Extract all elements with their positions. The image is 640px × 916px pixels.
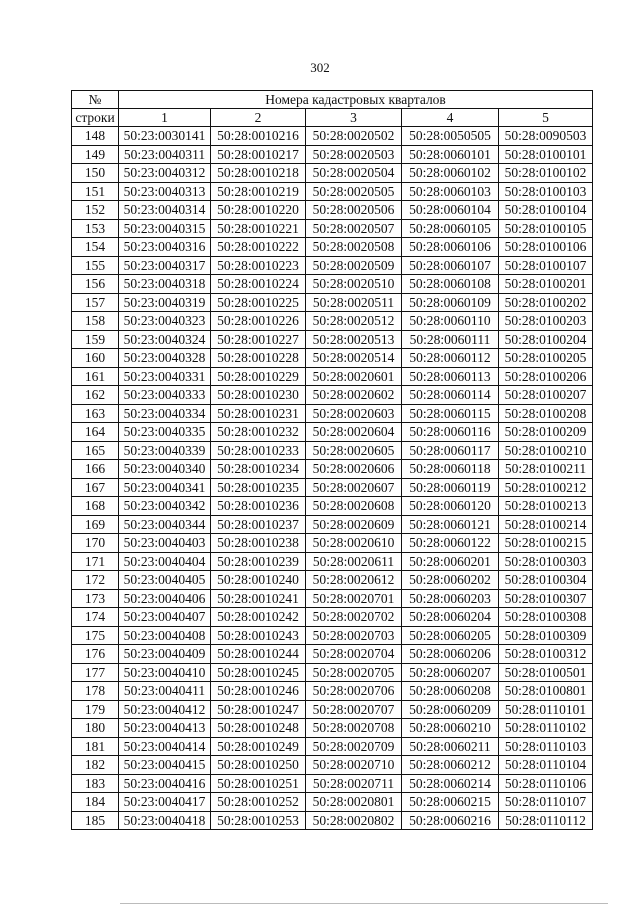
cadastral-number-cell: 50:28:0100801 xyxy=(499,682,593,701)
cadastral-number-cell: 50:28:0010221 xyxy=(211,219,306,238)
cadastral-number-cell: 50:23:0040411 xyxy=(119,682,211,701)
cadastral-number-cell: 50:28:0100211 xyxy=(499,460,593,479)
cadastral-number-cell: 50:28:0020605 xyxy=(306,441,402,460)
table-row xyxy=(72,608,593,627)
column-header-1: 1 xyxy=(119,109,211,127)
column-header-3: 3 xyxy=(306,109,402,127)
cadastral-number-cell: 50:28:0060108 xyxy=(402,275,499,294)
cadastral-number-cell: 50:23:0040410 xyxy=(119,663,211,682)
table-row xyxy=(72,256,593,275)
cadastral-number-cell: 50:28:0020610 xyxy=(306,534,402,553)
cadastral-number-cell: 50:28:0010218 xyxy=(211,164,306,183)
cadastral-number-cell: 50:28:0060104 xyxy=(402,201,499,220)
cadastral-number-cell: 50:28:0100107 xyxy=(499,256,593,275)
row-number: 161 xyxy=(72,367,119,386)
cadastral-number-cell: 50:23:0040409 xyxy=(119,645,211,664)
cadastral-number-cell: 50:23:0040416 xyxy=(119,774,211,793)
cadastral-number-cell: 50:28:0110112 xyxy=(499,811,593,830)
cadastral-number-cell: 50:28:0100308 xyxy=(499,608,593,627)
table-row xyxy=(72,293,593,312)
cadastral-number-cell: 50:28:0110102 xyxy=(499,719,593,738)
cadastral-number-cell: 50:28:0020701 xyxy=(306,589,402,608)
cadastral-number-cell: 50:23:0040414 xyxy=(119,737,211,756)
cadastral-number-cell: 50:23:0040335 xyxy=(119,423,211,442)
row-number-header: № xyxy=(72,91,119,109)
row-number: 150 xyxy=(72,164,119,183)
table-row xyxy=(72,127,593,146)
cadastral-number-cell: 50:28:0010227 xyxy=(211,330,306,349)
cadastral-number-cell: 50:28:0060109 xyxy=(402,293,499,312)
cadastral-number-cell: 50:28:0010244 xyxy=(211,645,306,664)
cadastral-number-cell: 50:28:0100101 xyxy=(499,145,593,164)
cadastral-number-cell: 50:28:0100102 xyxy=(499,164,593,183)
cadastral-number-cell: 50:28:0010231 xyxy=(211,404,306,423)
cadastral-number-cell: 50:23:0040334 xyxy=(119,404,211,423)
cadastral-number-cell: 50:28:0020706 xyxy=(306,682,402,701)
column-header-2: 2 xyxy=(211,109,306,127)
cadastral-number-cell: 50:28:0060215 xyxy=(402,793,499,812)
cadastral-number-cell: 50:28:0020709 xyxy=(306,737,402,756)
cadastral-number-cell: 50:28:0010246 xyxy=(211,682,306,701)
cadastral-number-cell: 50:28:0020513 xyxy=(306,330,402,349)
row-number: 165 xyxy=(72,441,119,460)
table-row xyxy=(72,811,593,830)
cadastral-number-cell: 50:28:0010216 xyxy=(211,127,306,146)
cadastral-number-cell: 50:28:0060202 xyxy=(402,571,499,590)
row-number: 166 xyxy=(72,460,119,479)
cadastral-number-cell: 50:28:0020608 xyxy=(306,497,402,516)
bottom-rule xyxy=(120,903,608,904)
row-number: 151 xyxy=(72,182,119,201)
column-header-4: 4 xyxy=(402,109,499,127)
table-row xyxy=(72,534,593,553)
cadastral-number-cell: 50:28:0060206 xyxy=(402,645,499,664)
cadastral-number-cell: 50:28:0060111 xyxy=(402,330,499,349)
table-row xyxy=(72,349,593,368)
cadastral-number-cell: 50:23:0040311 xyxy=(119,145,211,164)
cadastral-number-cell: 50:28:0010239 xyxy=(211,552,306,571)
cadastral-number-cell: 50:28:0020612 xyxy=(306,571,402,590)
cadastral-number-cell: 50:23:0040317 xyxy=(119,256,211,275)
table-row xyxy=(72,330,593,349)
cadastral-number-cell: 50:28:0020602 xyxy=(306,386,402,405)
cadastral-number-cell: 50:28:0110104 xyxy=(499,756,593,775)
cadastral-number-cell: 50:28:0010236 xyxy=(211,497,306,516)
cadastral-number-cell: 50:28:0020502 xyxy=(306,127,402,146)
cadastral-number-cell: 50:28:0010234 xyxy=(211,460,306,479)
cadastral-number-cell: 50:28:0060101 xyxy=(402,145,499,164)
cadastral-number-cell: 50:28:0060116 xyxy=(402,423,499,442)
cadastral-number-cell: 50:28:0100208 xyxy=(499,404,593,423)
cadastral-number-cell: 50:28:0060107 xyxy=(402,256,499,275)
row-label-header: строки xyxy=(72,109,119,127)
cadastral-number-cell: 50:28:0010241 xyxy=(211,589,306,608)
cadastral-number-cell: 50:28:0010245 xyxy=(211,663,306,682)
cadastral-number-cell: 50:28:0010250 xyxy=(211,756,306,775)
row-number: 159 xyxy=(72,330,119,349)
table-row xyxy=(72,478,593,497)
cadastral-number-cell: 50:28:0100210 xyxy=(499,441,593,460)
row-number: 170 xyxy=(72,534,119,553)
cadastral-number-cell: 50:28:0010232 xyxy=(211,423,306,442)
cadastral-number-cell: 50:28:0100204 xyxy=(499,330,593,349)
cadastral-number-cell: 50:28:0060102 xyxy=(402,164,499,183)
cadastral-number-cell: 50:23:0040319 xyxy=(119,293,211,312)
row-number: 157 xyxy=(72,293,119,312)
cadastral-number-cell: 50:28:0100214 xyxy=(499,515,593,534)
cadastral-number-cell: 50:28:0010229 xyxy=(211,367,306,386)
cadastral-number-cell: 50:28:0060203 xyxy=(402,589,499,608)
cadastral-number-cell: 50:23:0040323 xyxy=(119,312,211,331)
row-number: 148 xyxy=(72,127,119,146)
table-row xyxy=(72,275,593,294)
page-number: 302 xyxy=(310,60,330,75)
cadastral-number-cell: 50:28:0050505 xyxy=(402,127,499,146)
cadastral-number-cell: 50:28:0060211 xyxy=(402,737,499,756)
cadastral-number-cell: 50:28:0060112 xyxy=(402,349,499,368)
cadastral-number-cell: 50:28:0100501 xyxy=(499,663,593,682)
cadastral-number-cell: 50:23:0040318 xyxy=(119,275,211,294)
cadastral-number-cell: 50:28:0020703 xyxy=(306,626,402,645)
cadastral-number-cell: 50:28:0020710 xyxy=(306,756,402,775)
cadastral-number-cell: 50:28:0020705 xyxy=(306,663,402,682)
cadastral-number-cell: 50:28:0020611 xyxy=(306,552,402,571)
cadastral-number-cell: 50:28:0010223 xyxy=(211,256,306,275)
table-row xyxy=(72,404,593,423)
cadastral-number-cell: 50:28:0100215 xyxy=(499,534,593,553)
row-number: 168 xyxy=(72,497,119,516)
cadastral-number-cell: 50:23:0040324 xyxy=(119,330,211,349)
cadastral-number-cell: 50:28:0090503 xyxy=(499,127,593,146)
cadastral-number-cell: 50:23:0040331 xyxy=(119,367,211,386)
cadastral-number-cell: 50:28:0010253 xyxy=(211,811,306,830)
cadastral-number-cell: 50:28:0060207 xyxy=(402,663,499,682)
cadastral-number-cell: 50:28:0020503 xyxy=(306,145,402,164)
cadastral-number-cell: 50:28:0010225 xyxy=(211,293,306,312)
column-header-5: 5 xyxy=(499,109,593,127)
table-row xyxy=(72,441,593,460)
table-row xyxy=(72,626,593,645)
row-number: 154 xyxy=(72,238,119,257)
cadastral-number-cell: 50:28:0010222 xyxy=(211,238,306,257)
table-row xyxy=(72,201,593,220)
cadastral-number-cell: 50:28:0010249 xyxy=(211,737,306,756)
cadastral-number-cell: 50:28:0010240 xyxy=(211,571,306,590)
cadastral-number-cell: 50:23:0040412 xyxy=(119,700,211,719)
cadastral-number-cell: 50:28:0110107 xyxy=(499,793,593,812)
table-row xyxy=(72,700,593,719)
cadastral-number-cell: 50:23:0040405 xyxy=(119,571,211,590)
cadastral-number-cell: 50:23:0040417 xyxy=(119,793,211,812)
cadastral-number-cell: 50:23:0040314 xyxy=(119,201,211,220)
table-row xyxy=(72,589,593,608)
row-number: 171 xyxy=(72,552,119,571)
cadastral-number-cell: 50:28:0060113 xyxy=(402,367,499,386)
cadastral-number-cell: 50:28:0010219 xyxy=(211,182,306,201)
cadastral-number-cell: 50:28:0100202 xyxy=(499,293,593,312)
cadastral-number-cell: 50:23:0040316 xyxy=(119,238,211,257)
cadastral-number-cell: 50:28:0020606 xyxy=(306,460,402,479)
cadastral-number-cell: 50:28:0060122 xyxy=(402,534,499,553)
cadastral-number-cell: 50:23:0040328 xyxy=(119,349,211,368)
row-number: 153 xyxy=(72,219,119,238)
cadastral-number-cell: 50:28:0010238 xyxy=(211,534,306,553)
cadastral-number-cell: 50:28:0100104 xyxy=(499,201,593,220)
cadastral-number-cell: 50:28:0010252 xyxy=(211,793,306,812)
cadastral-number-cell: 50:28:0020702 xyxy=(306,608,402,627)
cadastral-number-cell: 50:28:0060106 xyxy=(402,238,499,257)
cadastral-number-cell: 50:28:0100203 xyxy=(499,312,593,331)
cadastral-number-cell: 50:23:0040342 xyxy=(119,497,211,516)
row-number: 160 xyxy=(72,349,119,368)
cadastral-number-cell: 50:28:0010224 xyxy=(211,275,306,294)
cadastral-number-cell: 50:28:0020704 xyxy=(306,645,402,664)
cadastral-number-cell: 50:23:0040404 xyxy=(119,552,211,571)
cadastral-number-cell: 50:28:0020711 xyxy=(306,774,402,793)
row-number: 177 xyxy=(72,663,119,682)
cadastral-number-cell: 50:28:0010237 xyxy=(211,515,306,534)
cadastral-number-cell: 50:23:0040333 xyxy=(119,386,211,405)
cadastral-number-cell: 50:23:0040407 xyxy=(119,608,211,627)
table-row xyxy=(72,423,593,442)
row-number: 149 xyxy=(72,145,119,164)
table-row xyxy=(72,238,593,257)
cadastral-number-cell: 50:28:0020511 xyxy=(306,293,402,312)
cadastral-number-cell: 50:28:0020802 xyxy=(306,811,402,830)
cadastral-number-cell: 50:28:0100212 xyxy=(499,478,593,497)
cadastral-number-cell: 50:28:0060118 xyxy=(402,460,499,479)
row-number: 181 xyxy=(72,737,119,756)
row-number: 182 xyxy=(72,756,119,775)
cadastral-number-cell: 50:28:0020504 xyxy=(306,164,402,183)
row-number: 158 xyxy=(72,312,119,331)
cadastral-number-cell: 50:28:0100307 xyxy=(499,589,593,608)
table-row xyxy=(72,756,593,775)
cadastral-number-cell: 50:28:0110106 xyxy=(499,774,593,793)
cadastral-number-cell: 50:28:0020603 xyxy=(306,404,402,423)
table-row xyxy=(72,164,593,183)
cadastral-number-cell: 50:28:0100106 xyxy=(499,238,593,257)
cadastral-number-cell: 50:28:0060210 xyxy=(402,719,499,738)
group-header: Номера кадастровых кварталов xyxy=(119,91,593,109)
cadastral-number-cell: 50:28:0060119 xyxy=(402,478,499,497)
cadastral-number-cell: 50:28:0110101 xyxy=(499,700,593,719)
table-row xyxy=(72,312,593,331)
row-number: 174 xyxy=(72,608,119,627)
cadastral-number-cell: 50:28:0010228 xyxy=(211,349,306,368)
cadastral-number-cell: 50:28:0010247 xyxy=(211,700,306,719)
table-row xyxy=(72,219,593,238)
table-row xyxy=(72,367,593,386)
cadastral-number-cell: 50:28:0020506 xyxy=(306,201,402,220)
cadastral-number-cell: 50:28:0060117 xyxy=(402,441,499,460)
row-number: 156 xyxy=(72,275,119,294)
cadastral-number-cell: 50:28:0010242 xyxy=(211,608,306,627)
cadastral-number-cell: 50:28:0020514 xyxy=(306,349,402,368)
row-number: 178 xyxy=(72,682,119,701)
cadastral-number-cell: 50:28:0100209 xyxy=(499,423,593,442)
row-number: 152 xyxy=(72,201,119,220)
header-row-columns xyxy=(72,109,593,127)
table-row xyxy=(72,774,593,793)
row-number: 162 xyxy=(72,386,119,405)
cadastral-number-cell: 50:23:0040344 xyxy=(119,515,211,534)
cadastral-number-cell: 50:28:0100201 xyxy=(499,275,593,294)
cadastral-quarters-table xyxy=(71,90,593,830)
row-number: 185 xyxy=(72,811,119,830)
cadastral-number-cell: 50:28:0100105 xyxy=(499,219,593,238)
cadastral-number-cell: 50:23:0040315 xyxy=(119,219,211,238)
row-number: 167 xyxy=(72,478,119,497)
cadastral-number-cell: 50:23:0040415 xyxy=(119,756,211,775)
cadastral-number-cell: 50:28:0060121 xyxy=(402,515,499,534)
cadastral-number-cell: 50:28:0060209 xyxy=(402,700,499,719)
cadastral-number-cell: 50:28:0060205 xyxy=(402,626,499,645)
cadastral-number-cell: 50:28:0060204 xyxy=(402,608,499,627)
cadastral-number-cell: 50:28:0100207 xyxy=(499,386,593,405)
table-row xyxy=(72,571,593,590)
cadastral-number-cell: 50:28:0020708 xyxy=(306,719,402,738)
cadastral-number-cell: 50:28:0060105 xyxy=(402,219,499,238)
table-row xyxy=(72,793,593,812)
cadastral-number-cell: 50:28:0020707 xyxy=(306,700,402,719)
table-row xyxy=(72,515,593,534)
cadastral-number-cell: 50:23:0040413 xyxy=(119,719,211,738)
cadastral-number-cell: 50:28:0010217 xyxy=(211,145,306,164)
cadastral-number-cell: 50:28:0010235 xyxy=(211,478,306,497)
row-number: 176 xyxy=(72,645,119,664)
cadastral-number-cell: 50:28:0060115 xyxy=(402,404,499,423)
cadastral-number-cell: 50:28:0060114 xyxy=(402,386,499,405)
cadastral-number-cell: 50:28:0010220 xyxy=(211,201,306,220)
cadastral-number-cell: 50:23:0030141 xyxy=(119,127,211,146)
cadastral-number-cell: 50:28:0100304 xyxy=(499,571,593,590)
cadastral-number-cell: 50:28:0010226 xyxy=(211,312,306,331)
row-number: 164 xyxy=(72,423,119,442)
row-number: 172 xyxy=(72,571,119,590)
row-number: 163 xyxy=(72,404,119,423)
cadastral-number-cell: 50:28:0010233 xyxy=(211,441,306,460)
cadastral-number-cell: 50:28:0100213 xyxy=(499,497,593,516)
cadastral-number-cell: 50:23:0040341 xyxy=(119,478,211,497)
cadastral-number-cell: 50:23:0040339 xyxy=(119,441,211,460)
cadastral-number-cell: 50:23:0040312 xyxy=(119,164,211,183)
cadastral-number-cell: 50:28:0100205 xyxy=(499,349,593,368)
table-row xyxy=(72,497,593,516)
cadastral-number-cell: 50:28:0010251 xyxy=(211,774,306,793)
cadastral-number-cell: 50:28:0020510 xyxy=(306,275,402,294)
table-body xyxy=(72,127,593,830)
cadastral-number-cell: 50:28:0020507 xyxy=(306,219,402,238)
cadastral-number-cell: 50:23:0040403 xyxy=(119,534,211,553)
table-row xyxy=(72,460,593,479)
cadastral-number-cell: 50:28:0060110 xyxy=(402,312,499,331)
header-row-top xyxy=(72,91,593,109)
cadastral-number-cell: 50:28:0010243 xyxy=(211,626,306,645)
cadastral-number-cell: 50:28:0060216 xyxy=(402,811,499,830)
row-number: 175 xyxy=(72,626,119,645)
cadastral-number-cell: 50:28:0020512 xyxy=(306,312,402,331)
table-row xyxy=(72,182,593,201)
cadastral-number-cell: 50:28:0020509 xyxy=(306,256,402,275)
table-row xyxy=(72,145,593,164)
row-number: 173 xyxy=(72,589,119,608)
cadastral-number-cell: 50:28:0020607 xyxy=(306,478,402,497)
table-row xyxy=(72,645,593,664)
cadastral-number-cell: 50:23:0040408 xyxy=(119,626,211,645)
cadastral-number-cell: 50:28:0020508 xyxy=(306,238,402,257)
cadastral-number-cell: 50:28:0060208 xyxy=(402,682,499,701)
table-row xyxy=(72,719,593,738)
cadastral-number-cell: 50:28:0020801 xyxy=(306,793,402,812)
cadastral-number-cell: 50:28:0020609 xyxy=(306,515,402,534)
cadastral-number-cell: 50:28:0060201 xyxy=(402,552,499,571)
cadastral-number-cell: 50:28:0010230 xyxy=(211,386,306,405)
row-number: 180 xyxy=(72,719,119,738)
cadastral-number-cell: 50:28:0060120 xyxy=(402,497,499,516)
table-row xyxy=(72,737,593,756)
cadastral-number-cell: 50:28:0060212 xyxy=(402,756,499,775)
cadastral-number-cell: 50:28:0100309 xyxy=(499,626,593,645)
cadastral-number-cell: 50:28:0020604 xyxy=(306,423,402,442)
table-row xyxy=(72,386,593,405)
cadastral-number-cell: 50:28:0060103 xyxy=(402,182,499,201)
cadastral-number-cell: 50:28:0100206 xyxy=(499,367,593,386)
cadastral-number-cell: 50:28:0010248 xyxy=(211,719,306,738)
row-number: 183 xyxy=(72,774,119,793)
cadastral-number-cell: 50:28:0020601 xyxy=(306,367,402,386)
cadastral-number-cell: 50:28:0100103 xyxy=(499,182,593,201)
cadastral-number-cell: 50:23:0040313 xyxy=(119,182,211,201)
row-number: 179 xyxy=(72,700,119,719)
table-row xyxy=(72,552,593,571)
cadastral-number-cell: 50:23:0040340 xyxy=(119,460,211,479)
table-row xyxy=(72,663,593,682)
row-number: 184 xyxy=(72,793,119,812)
cadastral-number-cell: 50:28:0100303 xyxy=(499,552,593,571)
cadastral-number-cell: 50:23:0040406 xyxy=(119,589,211,608)
row-number: 155 xyxy=(72,256,119,275)
cadastral-number-cell: 50:23:0040418 xyxy=(119,811,211,830)
cadastral-number-cell: 50:28:0100312 xyxy=(499,645,593,664)
cadastral-number-cell: 50:28:0060214 xyxy=(402,774,499,793)
table-row xyxy=(72,682,593,701)
cadastral-number-cell: 50:28:0110103 xyxy=(499,737,593,756)
row-number: 169 xyxy=(72,515,119,534)
cadastral-number-cell: 50:28:0020505 xyxy=(306,182,402,201)
